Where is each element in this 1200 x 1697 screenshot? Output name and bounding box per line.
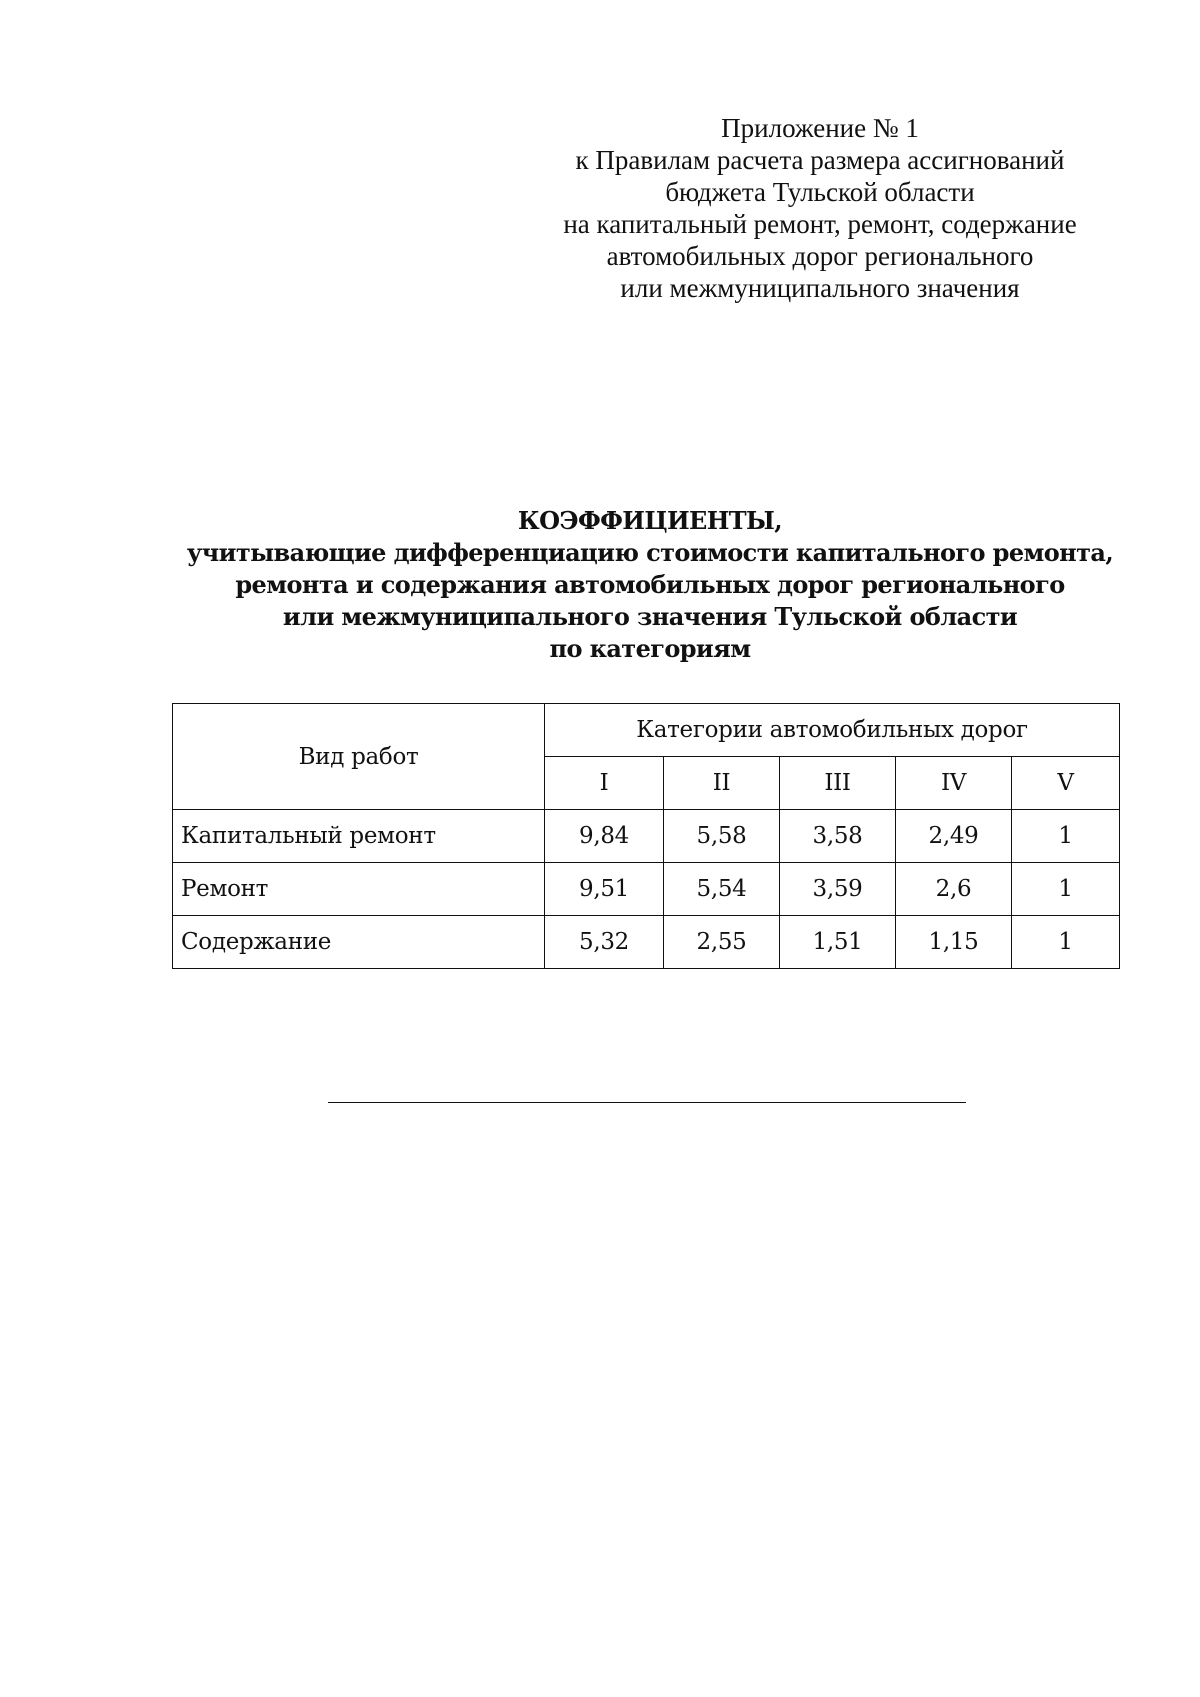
coefficient-cell: 3,58 <box>780 810 896 863</box>
appendix-line: или межмуниципального значения <box>620 273 1020 303</box>
road-categories-header: Категории автомобильных дорог <box>545 704 1120 757</box>
coefficient-cell: 1 <box>1012 810 1120 863</box>
category-header: IV <box>896 757 1012 810</box>
coefficient-cell: 3,59 <box>780 863 896 916</box>
heading-line: или межмуниципального значения Тульской области <box>282 602 1018 631</box>
heading-line: учитывающие дифференциацию стоимости капитального ремонта, <box>186 538 1114 567</box>
category-header: III <box>780 757 896 810</box>
table-header-row <box>173 704 1120 757</box>
work-type-cell: Содержание <box>173 916 545 969</box>
coefficient-cell: 1,15 <box>896 916 1012 969</box>
appendix-note <box>530 112 1110 304</box>
document-heading <box>170 505 1130 665</box>
coefficient-cell: 9,51 <box>545 863 664 916</box>
heading-line: по категориям <box>549 634 751 663</box>
coefficient-cell: 2,6 <box>896 863 1012 916</box>
closing-rule <box>328 1102 966 1103</box>
heading-line: КОЭФФИЦИЕНТЫ, <box>517 506 783 535</box>
work-type-cell: Ремонт <box>173 863 545 916</box>
coefficient-cell: 2,49 <box>896 810 1012 863</box>
coefficient-cell: 1 <box>1012 916 1120 969</box>
coefficient-cell: 5,54 <box>664 863 780 916</box>
table-row <box>173 810 1120 863</box>
coefficient-cell: 1 <box>1012 863 1120 916</box>
coefficient-cell: 5,58 <box>664 810 780 863</box>
appendix-line: автомобильных дорог регионального <box>606 241 1034 271</box>
coefficients-table <box>172 703 1120 969</box>
work-type-header: Вид работ <box>173 704 545 810</box>
appendix-line: к Правилам расчета размера ассигнований <box>575 145 1065 175</box>
appendix-line: на капитальный ремонт, ремонт, содержание <box>563 209 1077 239</box>
category-header: II <box>664 757 780 810</box>
coefficient-cell: 2,55 <box>664 916 780 969</box>
coefficient-cell: 1,51 <box>780 916 896 969</box>
work-type-cell: Капитальный ремонт <box>173 810 545 863</box>
coefficient-cell: 9,84 <box>545 810 664 863</box>
category-header: V <box>1012 757 1120 810</box>
heading-line: ремонта и содержания автомобильных дорог регионального <box>235 570 1065 599</box>
appendix-line: бюджета Тульской области <box>665 177 975 207</box>
coefficient-cell: 5,32 <box>545 916 664 969</box>
appendix-line: Приложение № 1 <box>721 113 919 143</box>
table-row <box>173 863 1120 916</box>
table-row <box>173 916 1120 969</box>
category-header: I <box>545 757 664 810</box>
